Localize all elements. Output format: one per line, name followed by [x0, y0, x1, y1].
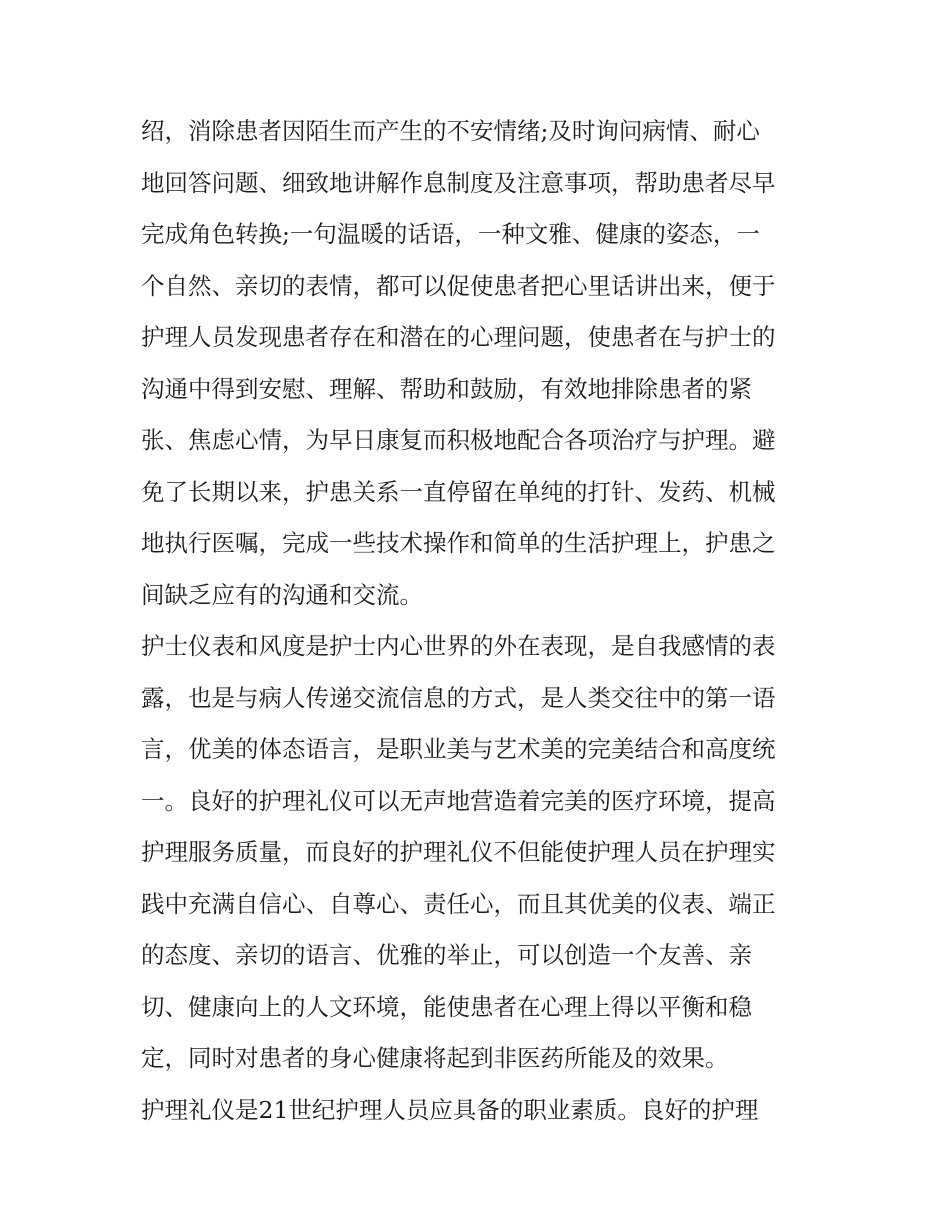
text-line: 护理人员发现患者存在和潜在的心理问题，使患者在与护士的	[141, 323, 776, 351]
text-line: 定，同时对患者的身心健康将起到非医药所能及的效果。	[141, 1044, 729, 1072]
text-line: 露，也是与病人传递交流信息的方式，是人类交往中的第一语	[141, 683, 776, 712]
text-line: 地执行医嘱，完成一些技术操作和简单的生活护理上，护患之	[141, 529, 776, 557]
text-line: 完成角色转换;一句温暖的话语，一种文雅、健康的姿态，一	[141, 220, 760, 248]
text-line: 沟通中得到安慰、理解、帮助和鼓励，有效地排除患者的紧	[141, 374, 752, 403]
body-text	[141, 106, 821, 1136]
text-line: 间缺乏应有的沟通和交流。	[141, 580, 423, 609]
text-line: 护理礼仪是21世纪护理人员应具备的职业素质。良好的护理	[141, 1095, 759, 1124]
text-line: 地回答问题、细致地讲解作息制度及注意事项，帮助患者尽早	[141, 168, 776, 197]
text-line: 个自然、亲切的表情，都可以促使患者把心里话讲出来，便于	[141, 271, 776, 300]
text-line: 绍，消除患者因陌生而产生的不安情绪;及时询问病情、耐心	[141, 117, 760, 145]
text-line: 的态度、亲切的语言、优雅的举止，可以创造一个友善、亲	[141, 941, 752, 969]
text-line: 言，优美的体态语言，是职业美与艺术美的完美结合和高度统	[141, 735, 776, 763]
text-line: 切、健康向上的人文环境，能使患者在心理上得以平衡和稳	[141, 992, 752, 1021]
text-line: 护士仪表和风度是护士内心世界的外在表现，是自我感情的表	[141, 632, 776, 660]
text-line: 张、焦虑心情，为早日康复而积极地配合各项治疗与护理。避	[141, 426, 776, 454]
text-line: 免了长期以来，护患关系一直停留在单纯的打针、发药、机械	[141, 477, 776, 506]
text-line: 护理服务质量，而良好的护理礼仪不但能使护理人员在护理实	[141, 838, 776, 866]
text-line: 一。良好的护理礼仪可以无声地营造着完美的医疗环境，提高	[141, 786, 776, 815]
text-line: 践中充满自信心、自尊心、责任心，而且其优美的仪表、端正	[141, 889, 776, 918]
